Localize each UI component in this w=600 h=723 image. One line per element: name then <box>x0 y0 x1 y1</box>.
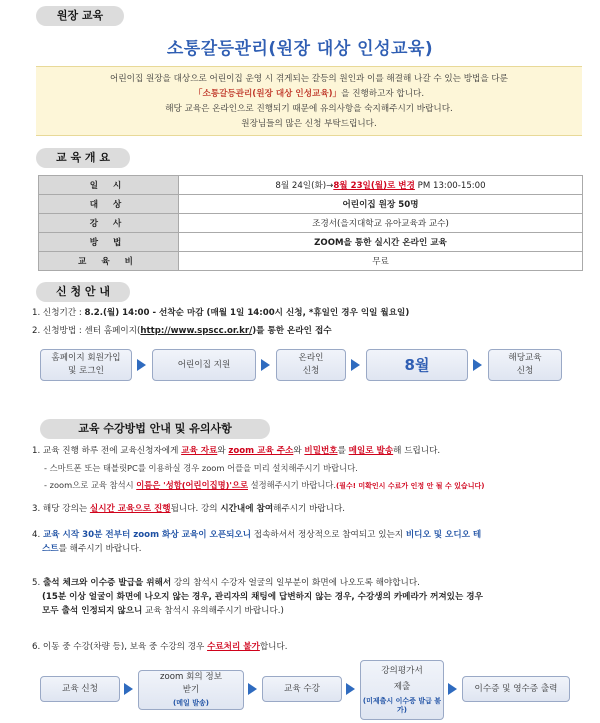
overview-table <box>38 175 583 271</box>
flow-step-text: 8월 <box>404 355 430 374</box>
text: 1. 교육 진행 하루 전에 교육신청자에게 <box>32 446 182 456</box>
text: 를 해주시기 바랍니다. <box>58 544 142 554</box>
apply-period-value: 8.2.(월) 14:00 - 선착순 마감 (매월 1일 14:00시 신청, *휴일인 경우 익일 월요일) <box>84 308 410 318</box>
text: 와 <box>217 446 229 456</box>
text: 모두 출석 인정되지 않으니 <box>42 606 143 616</box>
flow-step-text: 이수증 및 영수증 출력 <box>474 683 558 694</box>
text: 강의 참석시 수강자 얼굴의 일부분이 화면에 나오도록 해야합니다. <box>171 578 420 588</box>
row-label: 방 법 <box>39 233 179 252</box>
text: 교육 자료 <box>181 446 218 456</box>
time-range: PM 13:00-15:00 <box>414 181 486 191</box>
row-label: 강 사 <box>39 214 179 233</box>
text: 출석 체크와 이수증 발급을 위해서 <box>42 578 172 588</box>
intro-box <box>36 66 582 136</box>
page-title: 소통갈등관리(원장 대상 인성교육) <box>166 39 434 59</box>
intro-line-2-rest: 을 진행하고자 합니다. <box>341 89 425 99</box>
row-label: 일 시 <box>39 176 179 195</box>
notice-item-3 <box>32 502 345 516</box>
flow-step-course-signup <box>40 676 120 702</box>
arrow-right-icon <box>137 359 146 371</box>
intro-line-4: 원장님들의 많은 신청 부탁드립니다. <box>241 119 377 129</box>
row-label: 대 상 <box>39 195 179 214</box>
table-row <box>39 252 583 271</box>
flow-step-text: 어린이집 지원 <box>177 359 231 370</box>
flow-step-attend <box>262 676 342 702</box>
date-original: 8월 24일(화)→ <box>275 181 334 191</box>
apply-method <box>32 324 332 338</box>
apply-method-label: 2. 신청방법 : 센터 홈페이지( <box>32 326 141 336</box>
text: 해 드립니다. <box>393 446 441 456</box>
flow-step-text: zoom 회의 정보 <box>159 671 223 682</box>
text: 와 <box>293 446 305 456</box>
text: 비디오 및 오디오 테 <box>405 530 482 540</box>
notice-item-1-sub-2 <box>44 478 484 493</box>
arrow-right-icon <box>473 359 482 371</box>
row-value: 어린이집 원장 50명 <box>179 195 583 214</box>
arrow-right-icon <box>346 683 355 695</box>
text: 교육 참석시 유의해주시기 바랍니다.) <box>142 606 284 616</box>
flow-step-text: 교육 수강 <box>284 683 320 694</box>
flow-step-month <box>366 349 468 381</box>
flow-step-text: 받기 <box>182 684 200 695</box>
text: 해주시기 바랍니다. <box>273 504 346 514</box>
row-label: 교 육 비 <box>39 252 179 271</box>
notice-item-1-sub-1: - 스마트폰 또는 태블릿PC를 이용하실 경우 zoom 어플을 미리 설치해주시기 바랍니다. <box>44 463 358 473</box>
text: 이름은 '성함(어린이집명)'으로 <box>136 480 248 490</box>
flow-step-text: 강의평가서 <box>381 666 423 676</box>
table-row <box>39 195 583 214</box>
table-row <box>39 233 583 252</box>
text: zoom 교육 주소 <box>228 446 294 456</box>
flow-step-online <box>276 349 346 381</box>
text: (15분 이상 얼굴이 화면에 나오지 않는 경우, 관리자의 채팅에 답변하지 않는 경우, 수강생의 카메라가 꺼져있는 경우 <box>42 592 483 602</box>
section-pill-principal-education: 원장 교육 <box>36 6 124 26</box>
text: 스트 <box>42 544 59 554</box>
arrow-right-icon <box>124 683 133 695</box>
flow-step-note: (메일 발송) <box>173 698 209 707</box>
text: 됩니다. 강의 <box>170 504 221 514</box>
apply-method-rest: )를 통한 온라인 접수 <box>252 326 332 336</box>
intro-line-3: 해당 교육은 온라인으로 진행되기 때문에 유의사항을 숙지해주시기 바랍니다. <box>165 104 453 114</box>
row-value: 무료 <box>179 252 583 271</box>
flow-step-signup <box>40 349 132 381</box>
notice-item-5 <box>32 576 580 618</box>
section-pill-application: 신 청 안 내 <box>36 282 130 302</box>
text: 시간내에 참여 <box>220 504 274 514</box>
intro-line-1: 어린이집 원장을 대상으로 어린이집 운영 시 겪게되는 갈등의 원인과 이를 해결해 나갈 수 있는 방법을 다룬 <box>110 74 508 84</box>
flow-step-certificate <box>462 676 570 702</box>
flow-step-text: 온라인 <box>298 353 324 363</box>
flow-step-zoom-info <box>138 670 244 710</box>
homepage-link[interactable]: http://www.spscc.or.kr/ <box>140 326 253 336</box>
arrow-right-icon <box>248 683 257 695</box>
text: - zoom으로 교육 참석시 <box>44 480 137 490</box>
row-value: ZOOM을 통한 실시간 온라인 교육 <box>179 233 583 252</box>
section-pill-overview: 교 육 개 요 <box>36 148 130 168</box>
text: 설정해주시기 바랍니다. <box>247 480 337 490</box>
arrow-right-icon <box>448 683 457 695</box>
flow-step-text: 해당교육 <box>508 353 542 363</box>
table-row <box>39 214 583 233</box>
row-value: 조경서(을지대학교 유아교육과 교수) <box>179 214 583 233</box>
intro-line-2 <box>36 87 582 102</box>
notice-item-6 <box>32 640 288 654</box>
text: 6. 이동 중 수강(차량 등), 보육 중 수강의 경우 <box>32 642 208 652</box>
text: 4. <box>32 530 43 540</box>
flow-step-course-apply <box>488 349 562 381</box>
flow-step-text: 신청 <box>516 366 534 376</box>
flow-step-note: (미제출시 이수증 발급 불가) <box>362 697 442 714</box>
text: 비밀번호 <box>304 446 338 456</box>
text: 합니다. <box>259 642 288 652</box>
text: 실시간 교육으로 진행 <box>89 504 171 514</box>
apply-period-label: 1. 신청기간 : <box>32 308 85 318</box>
text: 메일로 발송 <box>348 446 394 456</box>
text: 3. 해당 강의는 <box>32 504 90 514</box>
row-value <box>179 176 583 195</box>
text: 접속하셔서 정상적으로 참여되고 있는지 <box>251 530 406 540</box>
flow-step-text: 홈페이지 회원가입 <box>51 353 121 363</box>
flow-step-evaluation <box>360 660 444 720</box>
arrow-right-icon <box>351 359 360 371</box>
text: 수료처리 불가 <box>207 642 260 652</box>
text: 교육 시작 30분 전부터 zoom 화상 교육이 오픈되오니 <box>42 530 252 540</box>
date-changed: 8월 23일(월)로 변경 <box>333 181 415 191</box>
section-pill-notice: 교육 수강방법 안내 및 유의사항 <box>40 419 270 439</box>
flow-step-daycare-support <box>152 349 256 381</box>
text: 5. <box>32 578 43 588</box>
intro-course-name: 「소통갈등관리(원장 대상 인성교육)」 <box>193 89 342 99</box>
text: (필수! 미확인시 수료가 인정 안 될 수 있습니다) <box>336 482 485 490</box>
arrow-right-icon <box>261 359 270 371</box>
notice-item-4 <box>32 528 580 556</box>
flow-step-text: 교육 신청 <box>62 683 98 694</box>
flow-step-text: 신청 <box>302 366 320 376</box>
flow-step-text: 제출 <box>393 682 411 692</box>
table-row <box>39 176 583 195</box>
notice-item-1 <box>32 444 440 458</box>
apply-period <box>32 306 409 320</box>
text: 를 <box>337 446 349 456</box>
flow-step-text: 및 로그인 <box>68 366 104 376</box>
